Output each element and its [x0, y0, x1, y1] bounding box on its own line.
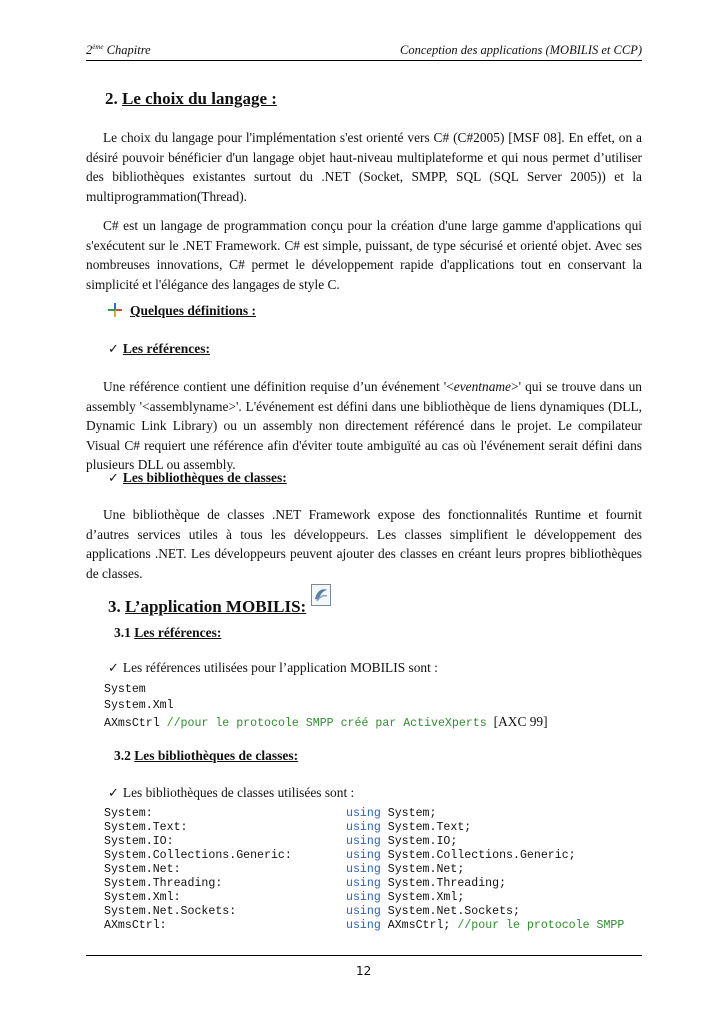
subsection-3-1-heading: 3.1 Les références: [114, 625, 222, 640]
page-number: 12 [356, 964, 372, 978]
checkmark-icon: ✓ [108, 786, 119, 801]
code-line: System [104, 683, 146, 696]
paragraph-class-libraries: Une bibliothèque de classes .NET Framework expose des fonctionnalités Runtime et fournit d’autres services utiles à tous les développeurs. Les classes simplifient le développement des applications .NET. Les développeurs peuvent ajouter des classes en créant leurs propres bibliothèques de classes. [86, 507, 642, 581]
page-header [86, 40, 642, 61]
section-3-heading: 3. L’application MOBILIS: [108, 584, 331, 617]
section-2-heading: 2. Le choix du langage : [105, 89, 277, 108]
references-subheading: ✓ Les références: [108, 341, 210, 357]
paragraph-csharp-description: C# est un langage de programmation conçu pour la création d'une large gamme d'applications qui s'exécutent sur le .NET Framework. C# est simple, puissant, de type sécurisé et orienté objet. Avec ses nombreuses innovations, C# permet le développement rapide d'applications tout en conservant la simplicité et l'élégance des langages de style C. [86, 218, 642, 292]
definitions-heading: Quelques définitions : [108, 303, 256, 321]
footer-divider [86, 955, 642, 956]
libraries-intro: ✓ Les bibliothèques de classes utilisées sont : [108, 785, 355, 801]
paragraph-language-choice: Le choix du langage pour l'implémentation s'est orienté vers C# (C#2005) [MSF 08]. En effet, on a désiré pouvoir bénéficier d'un langage objet haut-niveau multiplateforme et qui nous permet d’utiliser des bibliothèques existantes surtout du .NET (Socket, SMPP, SQL (SQL Server 2005)) et la multiprogrammation(Thread). [86, 130, 642, 204]
code-line: System.Xml [104, 699, 174, 712]
checkmark-icon: ✓ [108, 661, 119, 676]
mobilis-logo-icon [311, 584, 331, 611]
colored-pinwheel-icon [108, 303, 122, 321]
chapter-label: 2ème Chapitre [86, 43, 151, 58]
code-line: AXmsCtrl //pour le protocole SMPP créé par ActiveXperts [AXC 99] [104, 714, 548, 730]
class-libraries-subheading: ✓ Les bibliothèques de classes: [108, 470, 287, 486]
checkmark-icon: ✓ [108, 342, 119, 357]
subsection-3-2-heading: 3.2 Les bibliothèques de classes: [114, 748, 299, 763]
chapter-running-title: Conception des applications (MOBILIS et CCP) [400, 43, 642, 57]
checkmark-icon: ✓ [108, 471, 119, 486]
paragraph-reference-definition: Une référence contient une définition requise d’un événement '<eventname>' qui se trouve dans un assembly '<assemblyname>'. L'événement est défini dans une bibliothèque de liens dynamiques (DLL, Dynamic Link Library) ou un assembly non directement référencé dans le projet. Le compilateur Visual C# requiert une référence afin d'éviter toute ambiguïté au cas où l'événement serait défini dans plusieurs DLL ou assembly. [86, 379, 642, 472]
references-code-block [104, 682, 548, 732]
references-intro: ✓ Les références utilisées pour l’application MOBILIS sont : [108, 660, 438, 676]
